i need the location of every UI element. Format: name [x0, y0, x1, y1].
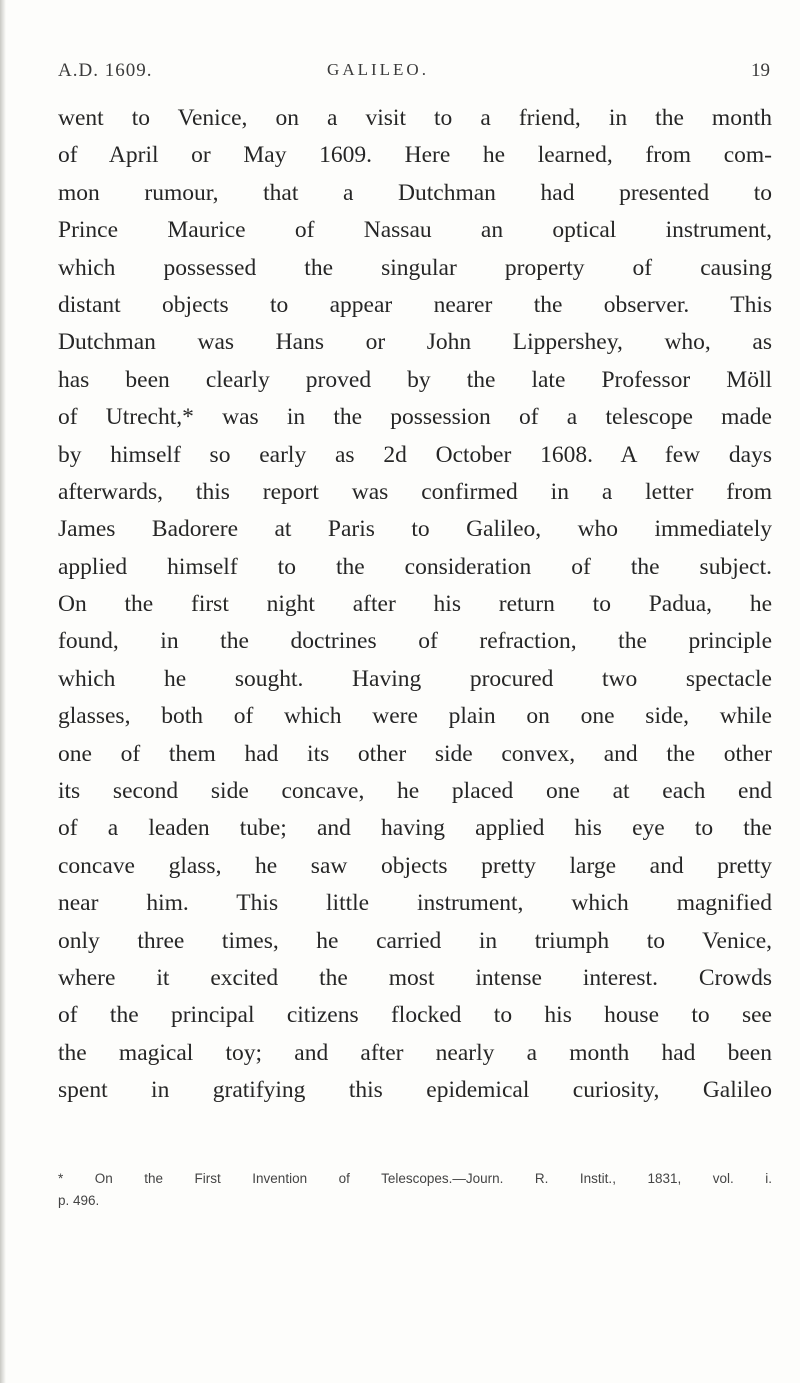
text-line: near him. This little instrument, which magnified — [58, 890, 772, 917]
text-line: of Utrecht,* was in the possession of a telescope made — [58, 404, 772, 431]
text-line: mon rumour, that a Dutchman had presented to — [58, 179, 772, 206]
text-line: of April or May 1609. Here he learned, from com- — [58, 142, 772, 169]
text-line: where it excited the most intense interest. Crowds — [58, 964, 772, 991]
text-line: of a leaden tube; and having applied his eye to the — [58, 815, 772, 842]
text-line: which he sought. Having procured two spectacle — [58, 665, 772, 692]
text-line: James Badorere at Paris to Galileo, who immediately — [58, 516, 772, 543]
header-title: GALILEO. — [327, 60, 429, 79]
text-line: glasses, both of which were plain on one side, while — [58, 703, 772, 730]
text-line: distant objects to appear nearer the observer. This — [58, 291, 772, 318]
page-number: 19 — [751, 60, 770, 81]
text-line: afterwards, this report was confirmed in a letter from — [58, 478, 772, 505]
text-line: only three times, he carried in triumph to Venice, — [58, 927, 772, 954]
header-date: A.D. 1609. — [58, 60, 153, 81]
text-line: spent in gratifying this epidemical curiosity, Galileo — [58, 1077, 772, 1104]
text-line: went to Venice, on a visit to a friend, in the month — [58, 105, 772, 131]
running-header — [58, 60, 770, 88]
text-line: the magical toy; and after nearly a month had been — [58, 1039, 772, 1066]
text-line: concave glass, he saw objects pretty large and pretty — [58, 852, 772, 879]
text-line: one of them had its other side convex, and the other — [58, 740, 772, 767]
body-text — [58, 100, 772, 1110]
text-line: which possessed the singular property of causing — [58, 254, 772, 281]
text-line: by himself so early as 2d October 1608. A few days — [58, 441, 772, 468]
text-line: Prince Maurice of Nassau an optical instrument, — [58, 217, 772, 244]
footnote-line: * On the First Invention of Telescopes.—Journ. R. Instit., 1831, vol. i. — [58, 1171, 772, 1186]
text-line: of the principal citizens flocked to his house to see — [58, 1002, 772, 1029]
text-line: applied himself to the consideration of the subject. — [58, 553, 772, 580]
text-line: On the first night after his return to Padua, he — [58, 591, 772, 618]
text-line: Dutchman was Hans or John Lippershey, who, as — [58, 329, 772, 356]
text-line: found, in the doctrines of refraction, the principle — [58, 628, 772, 655]
page-edge-shadow — [0, 0, 6, 1383]
footnote-line: p. 496. — [58, 1193, 100, 1208]
text-line: its second side concave, he placed one at each end — [58, 778, 772, 805]
text-line: has been clearly proved by the late Professor Möll — [58, 366, 772, 393]
footnote — [58, 1168, 772, 1212]
